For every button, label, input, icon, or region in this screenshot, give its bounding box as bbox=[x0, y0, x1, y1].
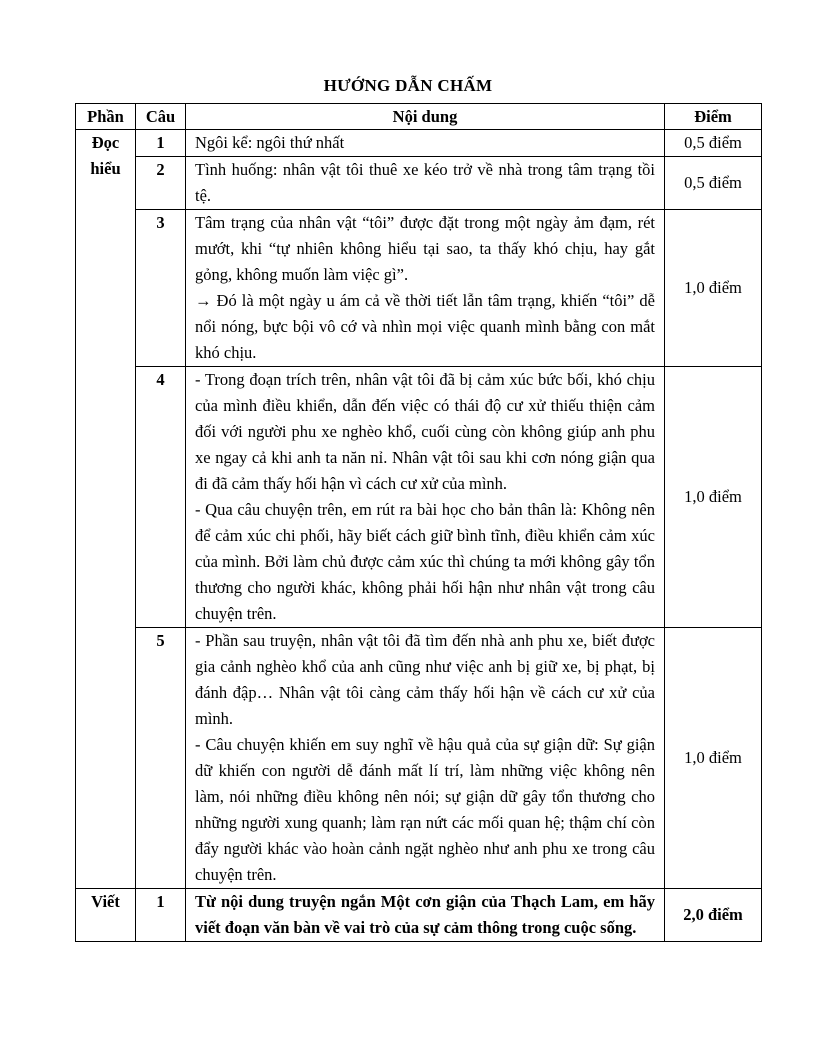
answer-content bbox=[186, 889, 665, 942]
table-row bbox=[76, 210, 762, 367]
col-header-diem: Điểm bbox=[665, 104, 762, 130]
content-paragraph: - Trong đoạn trích trên, nhân vật tôi đã bị cảm xúc bức bối, khó chịu của mình điều khiển, dẫn đến việc có thái độ cư xử thiếu thiện cảm đối với người phu xe nghèo khổ, cuối cùng còn không giúp anh phu xe ngay cả khi anh ta năn nỉ. Nhân vật tôi sau khi cơn nóng giận qua đi đã cảm thấy hối hận vì cách cư xử của mình. bbox=[195, 370, 655, 493]
content-paragraph: - Phần sau truyện, nhân vật tôi đã tìm đến nhà anh phu xe, biết được gia cảnh nghèo khổ của anh cũng như việc anh bị giữ xe, bị phạt, bị đánh đập… Nhân vật tôi càng cảm thấy hối hận về cách cư xử của mình. bbox=[195, 631, 655, 728]
question-number: 2 bbox=[136, 157, 186, 210]
col-header-cau: Câu bbox=[136, 104, 186, 130]
section-label-doc-hieu: Đọc hiểu bbox=[76, 130, 136, 889]
answer-content bbox=[186, 130, 665, 157]
col-header-noidung: Nội dung bbox=[186, 104, 665, 130]
table-row bbox=[76, 130, 762, 157]
content-paragraph: → Đó là một ngày u ám cả về thời tiết lẫn tâm trạng, khiến “tôi” dễ nổi nóng, bực bội vô cớ và nhìn mọi việc quanh mình bằng con mắt khó chịu. bbox=[195, 291, 655, 362]
table-row bbox=[76, 628, 762, 889]
table-row bbox=[76, 367, 762, 628]
question-number: 3 bbox=[136, 210, 186, 367]
score-value: 2,0 điểm bbox=[665, 889, 762, 942]
answer-content bbox=[186, 628, 665, 889]
score-value: 1,0 điểm bbox=[665, 367, 762, 628]
content-paragraph: Từ nội dung truyện ngắn Một cơn giận của Thạch Lam, em hãy viết đoạn văn bàn về vai trò của sự cảm thông trong cuộc sống. bbox=[195, 892, 655, 937]
question-number: 4 bbox=[136, 367, 186, 628]
question-number: 5 bbox=[136, 628, 186, 889]
score-value: 1,0 điểm bbox=[665, 628, 762, 889]
question-number: 1 bbox=[136, 889, 186, 942]
col-header-phan: Phần bbox=[76, 104, 136, 130]
score-value: 1,0 điểm bbox=[665, 210, 762, 367]
header-row bbox=[76, 104, 762, 130]
answer-content bbox=[186, 157, 665, 210]
page-title: HƯỚNG DẪN CHẤM bbox=[323, 76, 493, 95]
score-value: 0,5 điểm bbox=[665, 157, 762, 210]
content-paragraph: - Qua câu chuyện trên, em rút ra bài học cho bản thân là: Không nên để cảm xúc chi phối, hãy biết cách giữ bình tĩnh, điều khiển cảm xúc của mình. Bởi làm chủ được cảm xúc thì chúng ta mới không gây tổn thương cho người khác, không phải hối hận như nhân vật trong câu chuyện trên. bbox=[195, 500, 655, 623]
answer-content bbox=[186, 367, 665, 628]
content-paragraph: Ngôi kể: ngôi thứ nhất bbox=[195, 133, 345, 152]
grading-table bbox=[75, 103, 762, 942]
answer-content bbox=[186, 210, 665, 367]
content-paragraph: - Câu chuyện khiến em suy nghĩ về hậu quả của sự giận dữ: Sự giận dữ khiến con người dễ đánh mất lí trí, làm những việc không nên làm, nói những điều không nên nói; sự giận dữ gây tổn thương cho những người xung quanh; làm rạn nứt các mối quan hệ; thậm chí còn đẩy người khác vào hoàn cảnh ngặt nghèo như anh phu xe trong câu chuyện trên. bbox=[195, 735, 655, 884]
section-label-viet: Viết bbox=[76, 889, 136, 942]
content-paragraph: Tâm trạng của nhân vật “tôi” được đặt trong một ngày ảm đạm, rét mướt, khi “tự nhiên không hiểu tại sao, ta thấy khó chịu, hay gắt gỏng, không muốn làm việc gì”. bbox=[195, 213, 655, 284]
table-row bbox=[76, 889, 762, 942]
question-number: 1 bbox=[136, 130, 186, 157]
content-paragraph: Tình huống: nhân vật tôi thuê xe kéo trở về nhà trong tâm trạng tồi tệ. bbox=[195, 160, 655, 205]
table-row bbox=[76, 157, 762, 210]
score-value: 0,5 điểm bbox=[665, 130, 762, 157]
